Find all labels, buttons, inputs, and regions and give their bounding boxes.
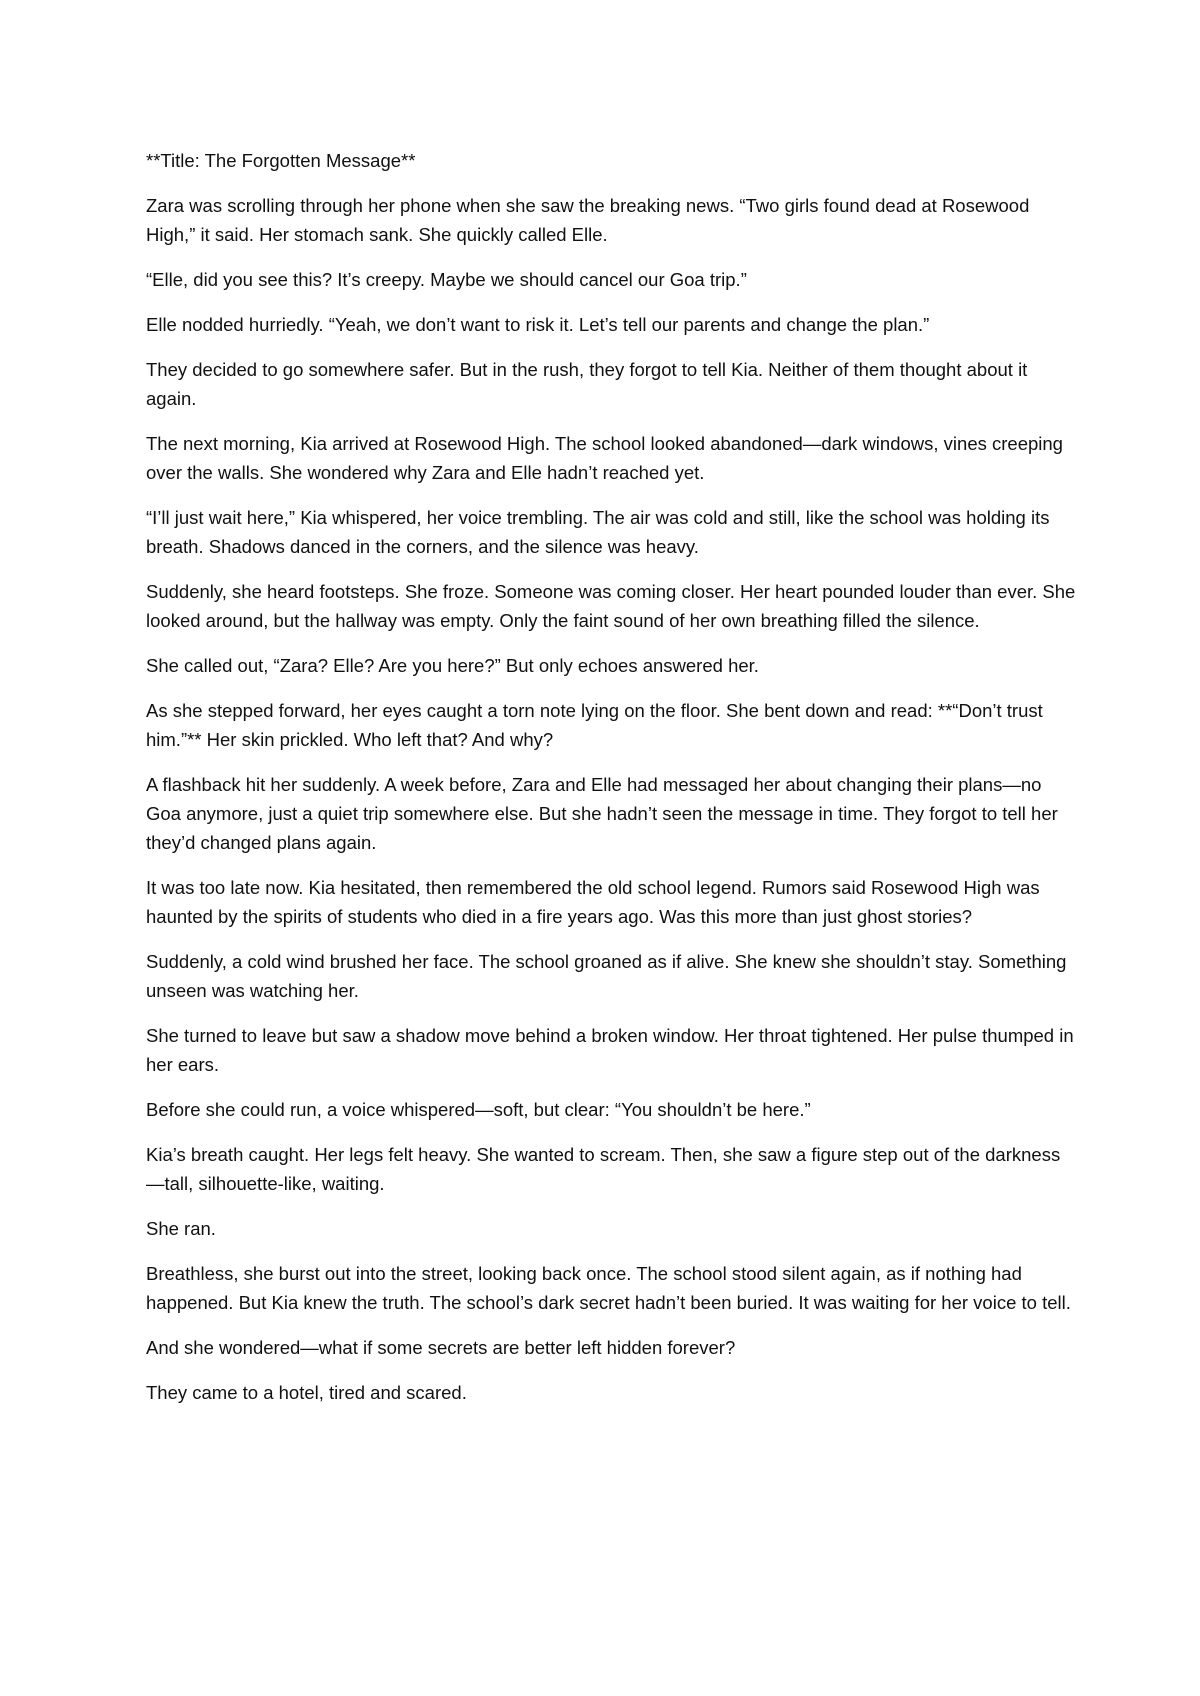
paragraph-9: As she stepped forward, her eyes caught a torn note lying on the floor. She bent down and read: **“Don’t trust him.”** Her skin prickled. Who left that? And why? — [146, 700, 1043, 750]
paragraph-6: “I’ll just wait here,” Kia whispered, her voice trembling. The air was cold and still, like the school was holding its breath. Shadows danced in the corners, and the silence was heavy. — [146, 507, 1050, 557]
paragraph-7: Suddenly, she heard footsteps. She froze. Someone was coming closer. Her heart pounded louder than ever. She looked around, but the hallway was empty. Only the faint sound of her own breathing filled the silence. — [146, 581, 1076, 631]
paragraph-1: Zara was scrolling through her phone when she saw the breaking news. “Two girls found dead at Rosewood High,” it said. Her stomach sank. She quickly called Elle. — [146, 195, 1030, 245]
paragraph-16: She ran. — [146, 1218, 216, 1239]
paragraph-5: The next morning, Kia arrived at Rosewood High. The school looked abandoned—dark windows, vines creeping over the walls. She wondered why Zara and Elle hadn’t reached yet. — [146, 433, 1063, 483]
paragraph-10: A flashback hit her suddenly. A week before, Zara and Elle had messaged her about changing their plans—no Goa anymore, just a quiet trip somewhere else. But she hadn’t seen the message in time. They forgot to tell her they’d changed plans again. — [146, 774, 1058, 853]
paragraph-18: And she wondered—what if some secrets are better left hidden forever? — [146, 1337, 736, 1358]
paragraph-8: She called out, “Zara? Elle? Are you here?” But only echoes answered her. — [146, 655, 759, 676]
paragraph-17: Breathless, she burst out into the street, looking back once. The school stood silent again, as if nothing had happened. But Kia knew the truth. The school’s dark secret hadn’t been buried. It was waiting for her voice to tell. — [146, 1263, 1071, 1313]
paragraph-2: “Elle, did you see this? It’s creepy. Maybe we should cancel our Goa trip.” — [146, 269, 747, 290]
paragraph-19: They came to a hotel, tired and scared. — [146, 1382, 467, 1403]
paragraph-13: She turned to leave but saw a shadow move behind a broken window. Her throat tightened. Her pulse thumped in her ears. — [146, 1025, 1074, 1075]
paragraph-12: Suddenly, a cold wind brushed her face. The school groaned as if alive. She knew she shouldn’t stay. Something unseen was watching her. — [146, 951, 1067, 1001]
paragraph-15: Kia’s breath caught. Her legs felt heavy. She wanted to scream. Then, she saw a figure step out of the darkness—tall, silhouette-like, waiting. — [146, 1144, 1061, 1194]
document-title: **Title: The Forgotten Message** — [146, 150, 416, 171]
paragraph-14: Before she could run, a voice whispered—soft, but clear: “You shouldn’t be here.” — [146, 1099, 811, 1120]
paragraph-4: They decided to go somewhere safer. But in the rush, they forgot to tell Kia. Neither of them thought about it again. — [146, 359, 1028, 409]
paragraph-3: Elle nodded hurriedly. “Yeah, we don’t want to risk it. Let’s tell our parents and change the plan.” — [146, 314, 930, 335]
paragraph-11: It was too late now. Kia hesitated, then remembered the old school legend. Rumors said Rosewood High was haunted by the spirits of students who died in a fire years ago. Was this more than just ghost stories? — [146, 877, 1040, 927]
